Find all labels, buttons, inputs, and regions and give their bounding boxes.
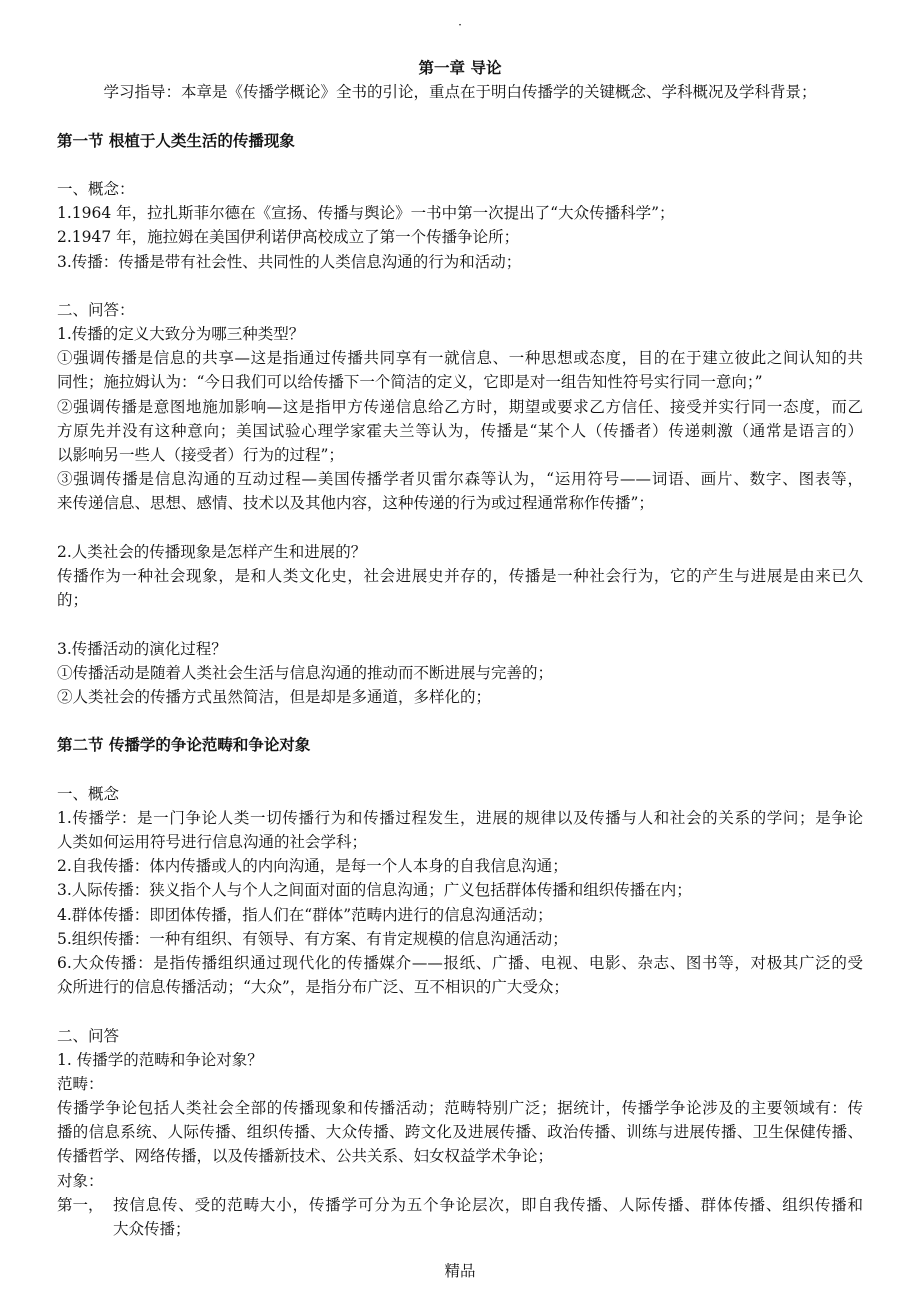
s2-concept-item: 人类如何运用符号进行信息沟通的社会学科；: [57, 833, 368, 851]
scope-label: 范畴：: [57, 1074, 104, 1093]
study-guide: 学习指导：本章是《传播学概论》全书的引论，重点在于明白传播学的关键概念、学科概况及学科背景；: [103, 83, 817, 102]
answer-line: 方原先并没有这种意向；美国试验心理学家霍夫兰等认为，传播是“某个人（传播者）传递刺激（通常是语言的）: [57, 421, 863, 440]
s2-concept-item: 5.组织传播：一种有组织、有领导、有方案、有肯定规模的信息沟通活动；: [57, 929, 568, 948]
chapter-title: 第一章 导论: [418, 58, 502, 77]
answer-line: ①强调传播是信息的共享—这是指通过传播共同享有一就信息、一种思想或态度，目的在于建立彼此之间认知的共: [57, 349, 863, 368]
answer-line: 同性；施拉姆认为：“今日我们可以给传播下一个简洁的定义，它即是对一组告知性符号实行同一意向；”: [57, 373, 763, 392]
scope-line: 传播哲学、网络传播，以及传播新技术、公共关系、妇女权益学术争论；: [57, 1147, 554, 1166]
object-first: [57, 1193, 863, 1217]
question: 2.人类社会的传播现象是怎样产生和进展的？: [57, 542, 367, 561]
s2-concept-item: 3.人际传播：狭义指个人与个人之间面对面的信息沟通；广义包括群体传播和组织传播在内；: [57, 881, 692, 900]
question: 1. 传播学的范畴和争论对象？: [57, 1050, 263, 1069]
s2-concept-item: 6.大众传播：是指传播组织通过现代化的传播媒介——报纸、广播、电视、电影、杂志、图书等，对极其广泛的受: [57, 953, 863, 972]
s2-concept-item: 2.自我传播：体内传播或人的内向沟通，是每一个人本身的自我信息沟通；: [57, 857, 568, 876]
answer-line: ③强调传播是信息沟通的互动过程—美国传播学者贝雷尔森等认为，“运用符号——词语、画片、数字、图表等，: [57, 470, 863, 489]
s2-concept-item: 众所进行的信息传播活动；“大众”，是指分布广泛、互不相识的广大受众；: [57, 978, 569, 997]
section-2-heading: 第二节 传播学的争论范畴和争论对象: [57, 735, 311, 755]
s1-concept-item: 1.1964 年，拉扎斯菲尔德在《宣扬、传播与舆论》一书中第一次提出了“大众传播科学”；: [57, 204, 675, 223]
document-page: [57, 56, 863, 1241]
s2-concepts-heading: 一、概念: [57, 784, 120, 803]
answer-line: 的；: [57, 591, 89, 610]
question: 3.传播活动的演化过程？: [57, 639, 227, 658]
object-first-line: 按信息传、受的范畴大小，传播学可分为五个争论层次，即自我传播、人际传播、群体传播、组织传播和: [113, 1195, 863, 1214]
object-label: 对象：: [57, 1171, 104, 1190]
s1-concepts-heading: 一、概念：: [57, 179, 135, 198]
footer-mark: 精品: [444, 1262, 476, 1280]
question: 1.传播的定义大致分为哪三种类型？: [57, 325, 305, 344]
answer-line: ②人类社会的传播方式虽然简洁，但是却是多通道，多样化的；: [57, 687, 492, 706]
top-mark: ·: [458, 18, 462, 32]
answer-line: 传播作为一种社会现象，是和人类文化史，社会进展史并存的，传播是一种社会行为，它的产生与进展是由来已久: [57, 566, 863, 585]
s1-concept-item: 2.1947 年，施拉姆在美国伊利诺伊高校成立了第一个传播争论所；: [57, 228, 520, 247]
s1-qa-heading: 二、问答：: [57, 300, 135, 319]
s2-concept-item: 1.传播学：是一门争论人类一切传播行为和传播过程发生，进展的规律以及传播与人和社会的关系的学问；是争论: [57, 808, 863, 827]
s2-qa-heading: 二、问答: [57, 1026, 120, 1045]
scope-line: 播的信息系统、人际传播、组织传播、大众传播、跨文化及进展传播、政治传播、训练与进展传播、卫生保健传播、: [57, 1123, 863, 1142]
scope-line: 传播学争论包括人类社会全部的传播现象和传播活动；范畴特别广泛；据统计，传播学争论涉及的主要领域有：传: [57, 1099, 863, 1118]
answer-line: 来传递信息、思想、感情、技术以及其他内容，这种传递的行为或过程通常称作传播”；: [57, 494, 654, 513]
object-first-line: 大众传播；: [113, 1220, 191, 1238]
s1-concept-item: 3.传播：传播是带有社会性、共同性的人类信息沟通的行为和活动；: [57, 252, 522, 271]
section-1-heading: 第一节 根植于人类生活的传播现象: [57, 130, 295, 150]
object-first-label: 第一，: [57, 1195, 104, 1214]
answer-line: 以影响另一些人（接受者）行为的过程”；: [57, 446, 344, 464]
answer-line: ②强调传播是意图地施加影响—这是指甲方传递信息给乙方时，期望或要求乙方信任、接受并实行同一态度，而乙: [57, 397, 863, 416]
answer-line: ①传播活动是随着人类社会生活与信息沟通的推动而不断进展与完善的；: [57, 663, 554, 682]
s2-concept-item: 4.群体传播：即团体传播，指人们在“群体”范畴内进行的信息沟通活动；: [57, 905, 553, 924]
